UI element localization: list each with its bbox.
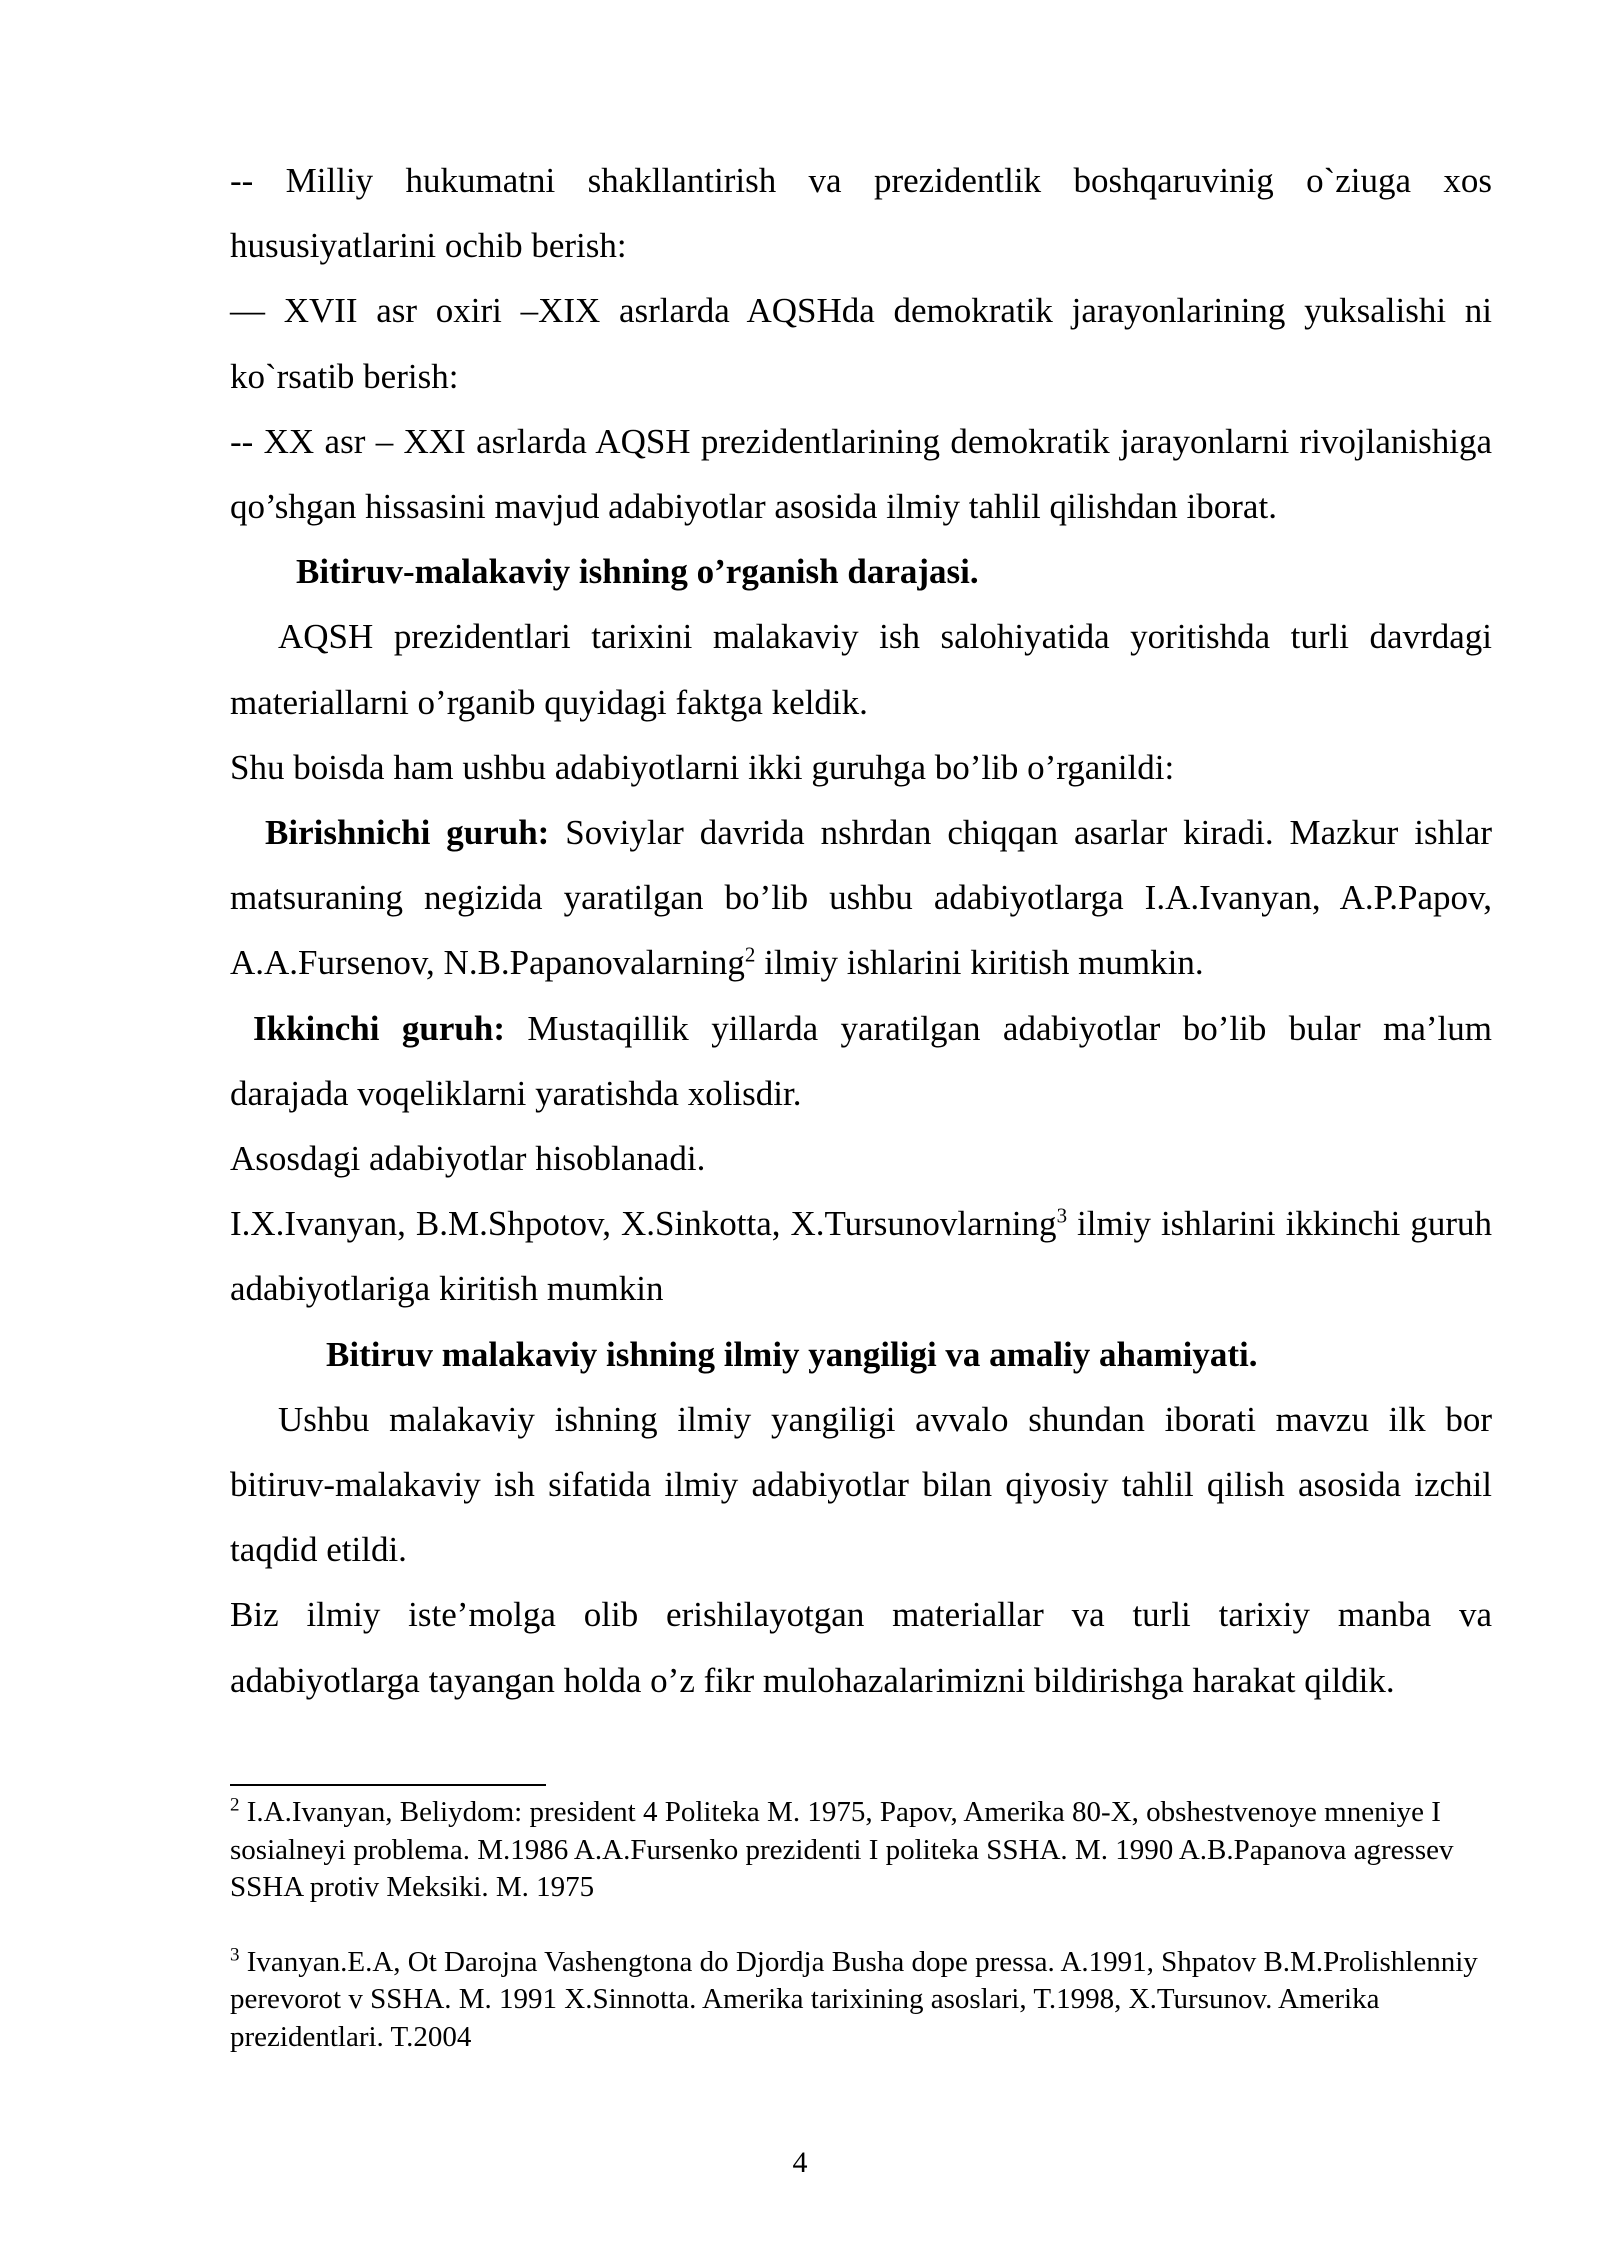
- section-heading-study-level-text: Bitiruv-malakaviy ishning o’rganish darajasi.: [296, 552, 979, 592]
- group-2-label: Ikkinchi guruh:: [253, 1008, 505, 1048]
- paragraph-group-2: [230, 996, 1492, 1126]
- footnote-separator: [230, 1784, 546, 1786]
- body-text: [230, 148, 1492, 1713]
- paragraph-basis: Asosdagi adabiyotlar hisoblanadi.: [230, 1139, 706, 1179]
- footnote-2: [230, 1794, 1492, 1907]
- footnote-3: [230, 1944, 1492, 2057]
- paragraph-conclusion: Biz ilmiy iste’molga olib erishilayotgan materiallar va turli tarixiy manba va adabiyotlarga tayangan holda o’z fikr mulohazalarimizni bildirishga harakat qildik.: [230, 1595, 1492, 1700]
- group-2-text: Mustaqillik yillarda yaratilgan adabiyotlar bo’lib bular ma’lum darajada voqeliklarni yaratishda xolisdir.: [230, 1008, 1492, 1113]
- paragraph-second-group-authors: [230, 1191, 1492, 1321]
- section-heading-novelty: [230, 1322, 1492, 1387]
- footnote-3-mark: 3: [230, 1943, 240, 1965]
- footnote-ref-2[interactable]: 2: [744, 942, 756, 967]
- section-heading-study-level: [230, 539, 1492, 604]
- paragraph-objective-2: — XVII asr oxiri –XIX asrlarda AQSHda demokratik jarayonlarining yuksalishi ni ko`rsatib berish:: [230, 291, 1492, 396]
- authors-text: I.X.Ivanyan, B.M.Shpotov, X.Sinkotta, X.Tursunovlarning: [230, 1204, 1057, 1244]
- paragraph-study-intro: AQSH prezidentlari tarixini malakaviy ish salohiyatida yoritishda turli davrdagi materiallarni o’rganib quyidagi faktga keldik.: [230, 617, 1492, 722]
- footnote-3-text: Ivanyan.E.A, Ot Darojna Vashengtona do Djordja Busha dope pressa. A.1991, Shpatov B.M.Prolishlenniy perevorot v SSHA. M. 1991 X.Sinnotta. Amerika tarixining asoslari, T.1998, X.Tursunov. Amerika prezidentlari. T.2004: [230, 1945, 1478, 2053]
- paragraph-objective-1: -- Milliy hukumatni shakllantirish va prezidentlik boshqaruvinig o`ziuga xos hususiyatlarini ochib berish:: [230, 161, 1492, 266]
- paragraph-novelty: Ushbu malakaviy ishning ilmiy yangiligi avvalo shundan iborati mavzu ilk bor bitiruv-malakaviy ish sifatida ilmiy adabiyotlar bilan qiyosiy tahlil qilish asosida izchil taqdid etildi.: [230, 1399, 1492, 1570]
- group-1-text: Soviylar davrida nshrdan chiqqan asarlar kiradi. Mazkur ishlar matsuraning negizida yaratilgan bo’lib ushbu adabiyotlarga I.A.Ivanyan, A.P.Papov, A.A.Fursenov, N.B.Papanovalarning: [230, 813, 1492, 983]
- group-1-label: Birishnichi guruh:: [265, 813, 550, 853]
- page-number: 4: [792, 2146, 808, 2179]
- section-heading-novelty-text: Bitiruv malakaviy ishning ilmiy yangiligi va amaliy ahamiyati.: [326, 1334, 1258, 1374]
- group-1-tail: ilmiy ishlarini kiritish mumkin.: [755, 943, 1204, 983]
- footnote-ref-3[interactable]: 3: [1056, 1203, 1068, 1228]
- paragraph-groups-intro: Shu boisda ham ushbu adabiyotlarni ikki guruhga bo’lib o’rganildi:: [230, 747, 1175, 787]
- footnote-2-mark: 2: [230, 1794, 240, 1816]
- footnote-2-text: I.A.Ivanyan, Beliydom: president 4 Politeka M. 1975, Papov, Amerika 80-X, obshestvenoye mneniye I sosialneyi problema. M.1986 A.A.Fursenko prezidenti I politeka SSHA. M. 1990 A.B.Papanova agressev SSHA protiv Meksiki. M. 1975: [230, 1796, 1454, 1903]
- footnotes: [230, 1794, 1492, 2056]
- paragraph-objective-3: -- XX asr – XXI asrlarda AQSH prezidentlarining demokratik jarayonlarni rivojlanishiga qo’shgan hissasini mavjud adabiyotlar asosida ilmiy tahlil qilishdan iborat.: [230, 421, 1492, 527]
- paragraph-group-1: [230, 800, 1492, 996]
- authors-tail: ilmiy ishlarini ikkinchi guruh adabiyotlariga kiritish mumkin: [230, 1204, 1493, 1309]
